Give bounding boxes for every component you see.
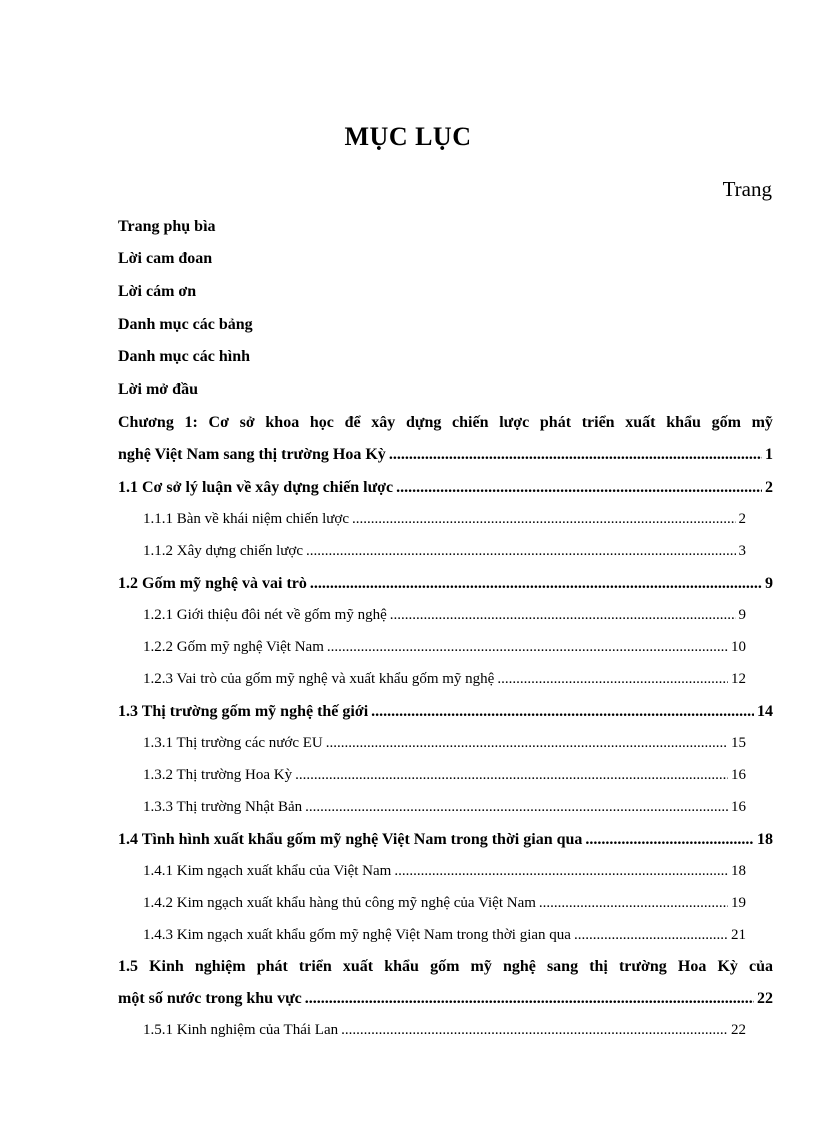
word: của <box>749 958 773 975</box>
word: phát <box>539 414 572 431</box>
toc-page-number: 16 <box>731 799 746 815</box>
toc-page-number: 15 <box>731 735 746 751</box>
dot-leader <box>341 1020 728 1040</box>
toc-entry-1-3[interactable] <box>118 702 773 722</box>
toc-page-number: 22 <box>731 1022 746 1038</box>
word: khẩu <box>666 414 701 431</box>
word: 1: <box>184 414 198 431</box>
toc-page-number: 12 <box>731 671 746 687</box>
word: phát <box>256 958 288 975</box>
toc-entry-acknowledgement[interactable]: Lời cám ơn <box>118 283 197 300</box>
word: triển <box>298 958 332 975</box>
toc-entry-title: 1.4 Tình hình xuất khẩu gốm mỹ nghệ Việt Nam trong thời gian qua <box>118 831 583 848</box>
dot-leader <box>539 893 728 913</box>
word: nghệ <box>502 958 536 975</box>
toc-entry-title: 1.2 Gốm mỹ nghệ và vai trò <box>118 575 307 592</box>
dot-leader <box>310 574 762 594</box>
toc-page-number: 22 <box>757 990 773 1007</box>
toc-entry-title: 1.2.3 Vai trò của gốm mỹ nghệ và xuất khẩu gốm mỹ nghệ <box>143 671 495 687</box>
toc-entry-1-2[interactable] <box>118 574 773 594</box>
toc-entry-title: 1.3.3 Thị trường Nhật Bản <box>143 799 303 815</box>
dot-leader <box>574 925 728 945</box>
dot-leader <box>305 989 754 1009</box>
toc-entry-1-1-1[interactable] <box>143 509 746 529</box>
word: triển <box>581 414 615 431</box>
dot-leader <box>394 861 728 881</box>
toc-entry-title: 1.2.2 Gốm mỹ nghệ Việt Nam <box>143 639 324 655</box>
word: khoa <box>265 414 300 431</box>
toc-entry-1-1[interactable] <box>118 478 773 498</box>
dot-leader <box>497 669 728 689</box>
dot-leader <box>390 605 736 625</box>
word: nghiệm <box>194 958 246 975</box>
toc-entry-1-3-2[interactable] <box>143 765 746 785</box>
toc-page-number: 1 <box>765 446 773 463</box>
word: sở <box>239 414 255 431</box>
word: lược <box>499 414 530 431</box>
toc-page-number: 18 <box>731 863 746 879</box>
toc-entry-list-of-figures[interactable]: Danh mục các hình <box>118 348 251 365</box>
toc-entry-1-5-line-1[interactable] <box>118 957 773 977</box>
word: sang <box>546 958 579 975</box>
toc-entry-title: 1.1.2 Xây dựng chiến lược <box>143 543 303 559</box>
toc-entry-title: 1.3.1 Thị trường các nước EU <box>143 735 323 751</box>
word: học <box>309 414 334 431</box>
toc-entry-1-3-1[interactable] <box>143 733 746 753</box>
toc-entry-chapter-1-line-2[interactable] <box>118 445 773 465</box>
word: Cơ <box>208 414 229 431</box>
toc-page-number: 14 <box>757 703 773 720</box>
word: xây <box>371 414 396 431</box>
toc-entry-chapter-1-line-1[interactable] <box>118 413 773 433</box>
toc-entry-1-3-3[interactable] <box>143 797 746 817</box>
word: dựng <box>405 414 442 431</box>
toc-entry-declaration[interactable]: Lời cam đoan <box>118 250 213 267</box>
toc-entry-1-4-3[interactable] <box>143 925 746 945</box>
dot-leader <box>306 541 736 561</box>
toc-page-number: 10 <box>731 639 746 655</box>
toc-entry-1-2-2[interactable] <box>143 637 746 657</box>
dot-leader <box>371 702 754 722</box>
toc-entry-title: 1.3 Thị trường gốm mỹ nghệ thế giới <box>118 703 369 720</box>
toc-entry-title: 1.2.1 Giới thiệu đôi nét về gốm mỹ nghệ <box>143 607 387 623</box>
dot-leader <box>585 830 754 850</box>
dot-leader <box>396 478 762 498</box>
toc-page-number: 21 <box>731 927 746 943</box>
word: xuất <box>625 414 656 431</box>
dot-leader <box>305 797 728 817</box>
toc-page-number: 9 <box>765 575 773 592</box>
toc-entry-title: 1.4.3 Kim ngạch xuất khẩu gốm mỹ nghệ Việt Nam trong thời gian qua <box>143 927 571 943</box>
toc-entry-1-4[interactable] <box>118 830 773 850</box>
dot-leader <box>352 509 735 529</box>
toc-page-number: 3 <box>738 543 746 559</box>
word: mỹ <box>751 414 773 431</box>
word: để <box>344 414 361 431</box>
toc-entry-title: 1.5.1 Kinh nghiệm của Thái Lan <box>143 1022 339 1038</box>
toc-entry-title: nghệ Việt Nam sang thị trường Hoa Kỳ <box>118 446 386 463</box>
word: chiến <box>452 414 489 431</box>
word: gốm <box>430 958 460 975</box>
toc-entry-1-5-1[interactable] <box>143 1020 746 1040</box>
dot-leader <box>326 733 728 753</box>
word: thị <box>589 958 608 975</box>
page-title: MỤC LỤC <box>344 122 472 151</box>
dot-leader <box>327 637 728 657</box>
page-column-label: Trang <box>722 177 772 201</box>
toc-entry-1-4-1[interactable] <box>143 861 746 881</box>
toc-entry-introduction[interactable]: Lời mở đầu <box>118 381 198 398</box>
toc-entry-1-1-2[interactable] <box>143 541 746 561</box>
toc-page-number: 9 <box>738 607 746 623</box>
toc-entry-list-of-tables[interactable]: Danh mục các bảng <box>118 316 253 333</box>
toc-page-number: 19 <box>731 895 746 911</box>
word: xuất <box>342 958 374 975</box>
toc-entry-1-2-1[interactable] <box>143 605 746 625</box>
toc-page-number: 2 <box>765 479 773 496</box>
toc-page-number: 2 <box>738 511 746 527</box>
toc-page-number: 16 <box>731 767 746 783</box>
toc-entry-1-4-2[interactable] <box>143 893 746 913</box>
toc-page-number: 18 <box>757 831 773 848</box>
toc-entry-title: 1.4.2 Kim ngạch xuất khẩu hàng thủ công mỹ nghệ của Việt Nam <box>143 895 536 911</box>
toc-entry-title: một số nước trong khu vực <box>118 990 302 1007</box>
word: mỹ <box>470 958 492 975</box>
toc-entry-1-5-line-2[interactable] <box>118 989 773 1009</box>
toc-entry-title: 1.3.2 Thị trường Hoa Kỳ <box>143 767 293 783</box>
toc-entry-title: 1.4.1 Kim ngạch xuất khẩu của Việt Nam <box>143 863 392 879</box>
toc-entry-title: 1.1.1 Bàn về khái niệm chiến lược <box>143 511 350 527</box>
toc-entry-cover[interactable]: Trang phụ bìa <box>118 218 216 235</box>
word: Kinh <box>149 958 184 975</box>
word: Hoa <box>677 958 707 975</box>
dot-leader <box>295 765 728 785</box>
word: Kỳ <box>717 958 738 975</box>
word: trường <box>618 958 667 975</box>
dot-leader <box>389 445 762 465</box>
toc-entry-title: 1.1 Cơ sở lý luận về xây dựng chiến lược <box>118 479 394 496</box>
word: 1.5 <box>118 958 138 975</box>
word: khẩu <box>384 958 419 975</box>
word: Chương <box>118 414 174 431</box>
toc-entry-1-2-3[interactable] <box>143 669 746 689</box>
word: gốm <box>711 414 741 431</box>
